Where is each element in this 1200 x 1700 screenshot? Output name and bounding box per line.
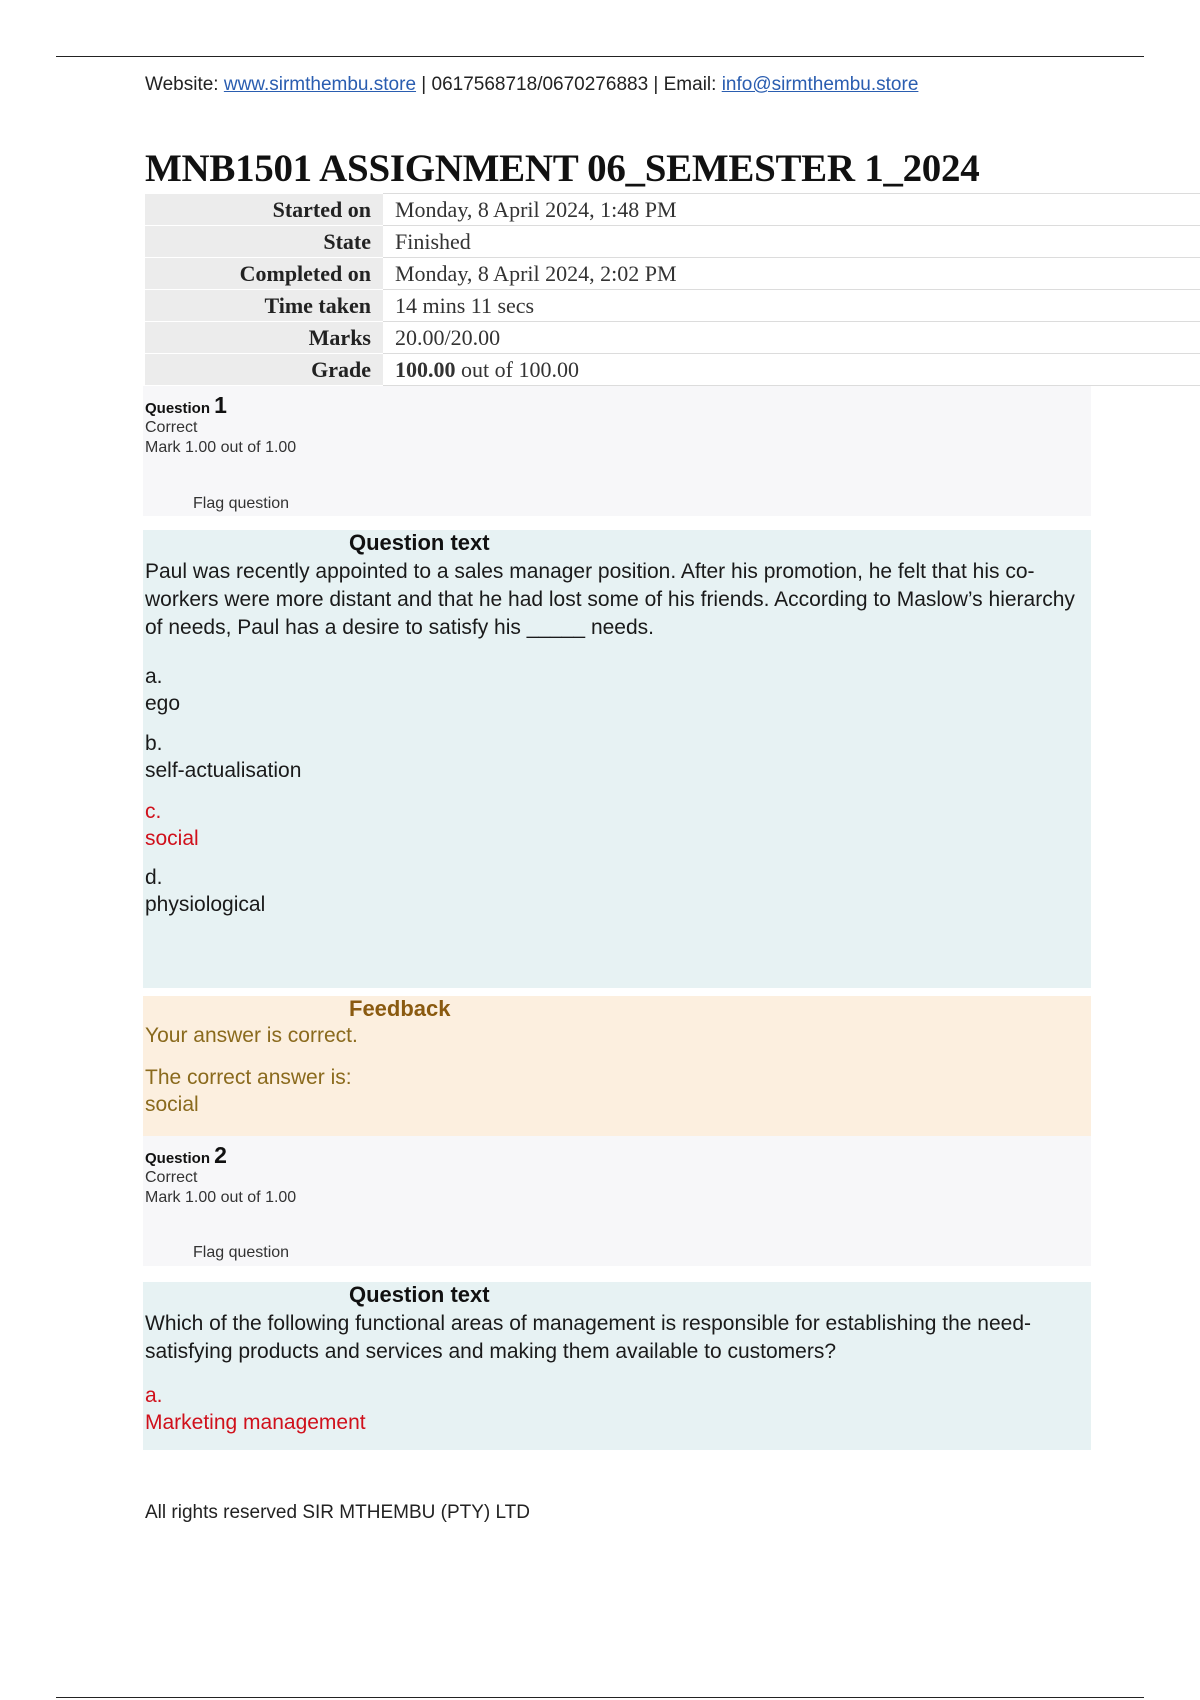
flag-question-button[interactable]: Flag question: [193, 1244, 290, 1261]
question-number: [145, 392, 227, 419]
answer-letter: c.: [145, 800, 162, 823]
summary-row-grade: [145, 354, 1200, 386]
summary-label: Time taken: [145, 290, 383, 322]
question-grade: Mark 1.00 out of 1.00: [145, 439, 297, 456]
summary-value: 20.00/20.00: [383, 322, 1200, 354]
question-2-info: [143, 1136, 1091, 1266]
question-number: [145, 1142, 227, 1169]
website-label: Website:: [145, 74, 224, 95]
summary-label: Completed on: [145, 258, 383, 290]
email-link[interactable]: info@sirmthembu.store: [721, 74, 919, 95]
answer-text: self-actualisation: [145, 759, 302, 782]
question-1-formulation: [143, 530, 1091, 988]
question-number-value: 1: [214, 392, 227, 418]
answer-letter: a.: [145, 665, 163, 688]
question-grade: Mark 1.00 out of 1.00: [145, 1189, 297, 1206]
summary-row-marks: [145, 322, 1200, 354]
summary-row-time: [145, 290, 1200, 322]
answer-text: physiological: [145, 893, 266, 916]
answer-letter: d.: [145, 866, 163, 889]
summary-row-started: [145, 194, 1200, 226]
question-label: Question: [145, 1150, 215, 1167]
copyright-footer: All rights reserved SIR MTHEMBU (PTY) LTD: [145, 1502, 530, 1523]
feedback-heading: Feedback: [349, 996, 451, 1021]
answer-option-c-selected[interactable]: [145, 798, 199, 852]
right-answer-label: The correct answer is:: [145, 1066, 352, 1089]
contact-header: [145, 74, 918, 96]
answer-letter: b.: [145, 732, 163, 755]
question-text: Which of the following functional areas of management is responsible for establishing the need-satisfying products and services and making them available to customers?: [145, 1312, 1032, 1363]
summary-value: Monday, 8 April 2024, 2:02 PM: [383, 258, 1200, 290]
answer-option-d[interactable]: [145, 864, 265, 918]
summary-label: State: [145, 226, 383, 258]
grade-total: out of 100.00: [455, 356, 579, 382]
page-title: MNB1501 ASSIGNMENT 06_SEMESTER 1_2024: [145, 147, 980, 190]
question-1-feedback: [143, 996, 1091, 1136]
summary-value: 14 mins 11 secs: [383, 290, 1200, 322]
summary-label: Started on: [145, 194, 383, 226]
question-label: Question: [145, 400, 215, 417]
top-rule: [56, 56, 1144, 57]
answer-option-b[interactable]: [145, 730, 301, 784]
bottom-rule: [56, 1697, 1144, 1698]
summary-label: Marks: [145, 322, 383, 354]
question-state: Correct: [145, 1169, 198, 1186]
summary-label: Grade: [145, 354, 383, 386]
answer-text: ego: [145, 692, 181, 715]
question-1-info: [143, 386, 1091, 516]
right-answer-value: social: [145, 1093, 199, 1116]
answer-text: social: [145, 827, 199, 850]
question-number-value: 2: [214, 1142, 227, 1168]
question-2-formulation: [143, 1282, 1091, 1450]
answer-text: Marketing management: [145, 1411, 366, 1434]
summary-row-completed: [145, 258, 1200, 290]
answer-letter: a.: [145, 1384, 163, 1407]
question-state: Correct: [145, 419, 198, 436]
question-text-heading: Question text: [349, 530, 490, 555]
flag-question-button[interactable]: Flag question: [193, 495, 290, 512]
summary-row-state: [145, 226, 1200, 258]
answer-option-a-selected[interactable]: [145, 1382, 366, 1436]
right-answer: [145, 1064, 352, 1118]
summary-value: Monday, 8 April 2024, 1:48 PM: [383, 194, 1200, 226]
summary-value: [383, 354, 1200, 386]
website-link[interactable]: www.sirmthembu.store: [223, 74, 417, 95]
question-text-heading: Question text: [349, 1282, 490, 1307]
phone-numbers: | 0617568718/0670276883 | Email:: [416, 74, 722, 95]
summary-value: Finished: [383, 226, 1200, 258]
general-feedback: Your answer is correct.: [145, 1024, 358, 1047]
grade-score: 100.00: [395, 356, 456, 382]
answer-option-a[interactable]: [145, 663, 180, 717]
question-text: Paul was recently appointed to a sales manager position. After his promotion, he felt that his co-workers were more distant and that he had lost some of his friends. According to Maslow’s hierarchy of needs, Paul has a desire to satisfy his _____ needs.: [145, 560, 1075, 639]
attempt-summary-table: [145, 193, 1200, 386]
